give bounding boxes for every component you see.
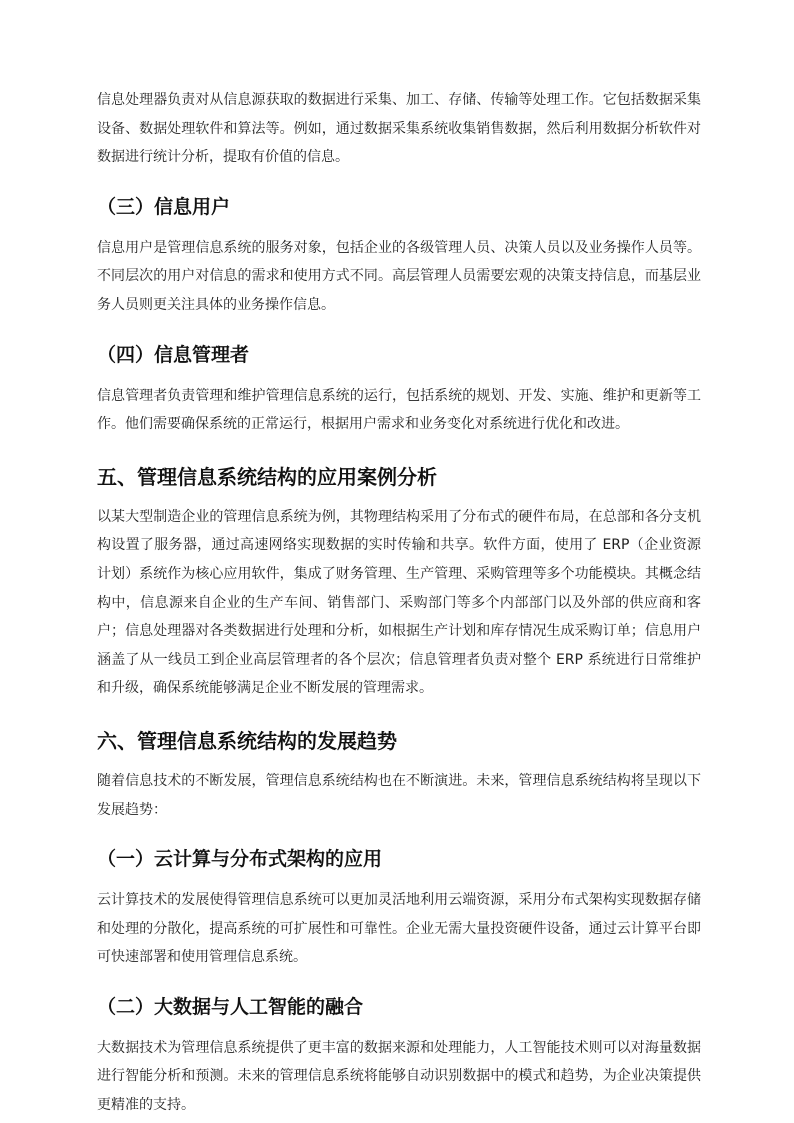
heading-info-user: （三）信息用户 [97, 195, 231, 218]
heading-bigdata-ai: （二）大数据与人工智能的融合 [97, 995, 364, 1018]
document-page [97, 86, 701, 1120]
paragraph-bigdata-ai: 大数据技术为管理信息系统提供了更丰富的数据来源和处理能力，人工智能技术则可以对海量数据进行智能分析和预测。未来的管理信息系统将能够自动识别数据中的模式和趋势，为企业决策提供更精准的支持。 [97, 1039, 701, 1114]
paragraph-info-processor: 信息处理器负责对从信息源获取的数据进行采集、加工、存储、传输等处理工作。它包括数据采集设备、数据处理软件和算法等。例如，通过数据采集系统收集销售数据，然后利用数据分析软件对数据进行统计分析，提取有价值的信息。 [97, 92, 701, 166]
paragraph-cloud-computing: 云计算技术的发展使得管理信息系统可以更加灵活地利用云端资源，采用分布式架构实现数据存储和处理的分散化，提高系统的可扩展性和可靠性。企业无需大量投资硬件设备，通过云计算平台即可快速部署和使用管理信息系统。 [97, 892, 701, 966]
paragraph-info-user: 信息用户是管理信息系统的服务对象，包括企业的各级管理人员、决策人员以及业务操作人员等。不同层次的用户对信息的需求和使用方式不同。高层管理人员需要宏观的决策支持信息，而基层业务人员则更关注具体的业务操作信息。 [97, 239, 701, 313]
paragraph-info-manager: 信息管理者负责管理和维护管理信息系统的运行，包括系统的规划、开发、实施、维护和更新等工作。他们需要确保系统的正常运行，根据用户需求和业务变化对系统进行优化和改进。 [97, 387, 701, 433]
heading-cloud-computing: （一）云计算与分布式架构的应用 [97, 848, 383, 871]
paragraph-case-study: 以某大型制造企业的管理信息系统为例，其物理结构采用了分布式的硬件布局，在总部和各分支机构设置了服务器，通过高速网络实现数据的实时传输和共享。软件方面，使用了 ERP（企业资源计划）系统作为核心应用软件，集成了财务管理、生产管理、采购管理等多个功能模块。其概念结构中，信息源来自企业的生产车间、销售部门、采购部门等多个内部部门以及外部的供应商和客户；信息处理器对各类数据进行处理和分析，如根据生产计划和库存情况生成采购订单；信息用户涵盖了从一线员工到企业高层管理者的各个层次；信息管理者负责对整个 ERP 系统进行日常维护和升级，确保系统能够满足企业不断发展的管理需求。 [97, 508, 701, 697]
heading-section-6: 六、管理信息系统结构的发展趋势 [97, 728, 397, 753]
heading-info-manager: （四）信息管理者 [97, 343, 250, 366]
paragraph-trends-intro: 随着信息技术的不断发展，管理信息系统结构也在不断演进。未来，管理信息系统结构将呈现以下发展趋势： [97, 772, 701, 818]
heading-section-5: 五、管理信息系统结构的应用案例分析 [97, 464, 437, 489]
